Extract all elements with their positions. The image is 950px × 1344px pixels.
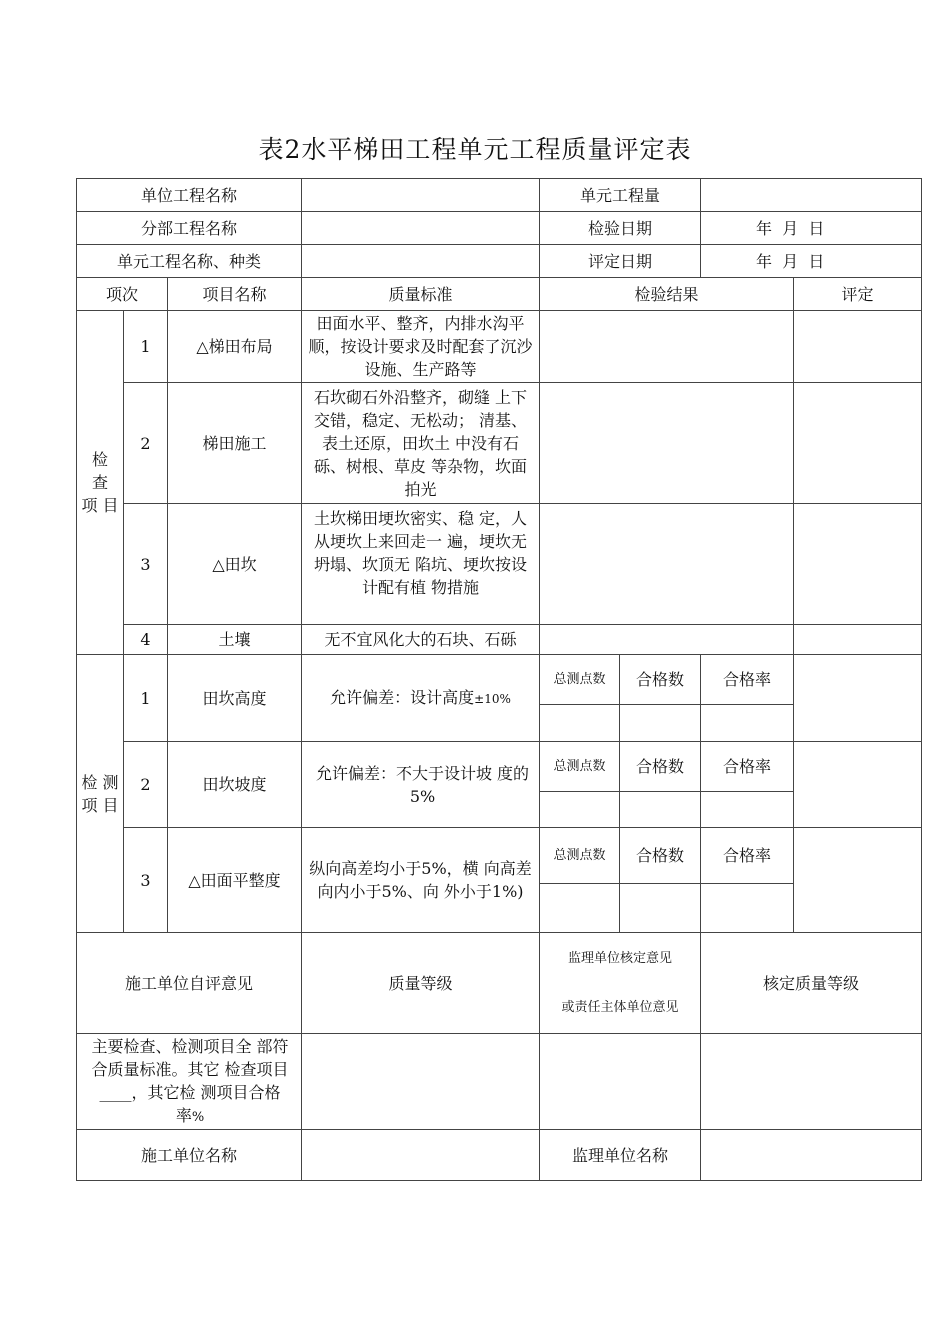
evaluation-cell[interactable]	[794, 625, 922, 655]
check-item-row	[77, 504, 922, 625]
item-name: △梯田布局	[168, 311, 302, 383]
contractor-name-label: 施工单位名称	[77, 1130, 302, 1181]
evaluation-date-field[interactable]	[701, 245, 922, 278]
qualified-count-field[interactable]	[620, 705, 701, 742]
total-points-field[interactable]	[540, 792, 620, 828]
total-points-header: 总测点数	[540, 742, 620, 792]
qualified-count-header: 合格数	[620, 828, 701, 884]
conclusion-row	[77, 1034, 922, 1130]
verified-quality-grade-field[interactable]	[701, 1034, 922, 1130]
item-name: △田坎	[168, 504, 302, 625]
total-points-header: 总测点数	[540, 655, 620, 705]
item-name: 土壤	[168, 625, 302, 655]
inspection-date-label: 检验日期	[540, 212, 701, 245]
opinions-row	[77, 933, 922, 1034]
quality-evaluation-table	[76, 178, 922, 1181]
evaluation-cell[interactable]	[794, 655, 922, 742]
total-points-header: 总测点数	[540, 828, 620, 884]
check-items-group-label: 检 查 项 目	[77, 311, 124, 655]
item-name: 梯田施工	[168, 383, 302, 504]
contractor-self-eval-label: 施工单位自评意见	[77, 933, 302, 1034]
quality-grade-label: 质量等级	[302, 933, 540, 1034]
item-no: 4	[124, 625, 168, 655]
measure-items-group-label: 检 测 项 目	[77, 655, 124, 933]
total-points-field[interactable]	[540, 884, 620, 933]
item-no: 3	[124, 504, 168, 625]
division-project-name-field[interactable]	[302, 212, 540, 245]
inspection-date-field[interactable]	[701, 212, 922, 245]
quality-grade-field[interactable]	[302, 1034, 540, 1130]
inspection-result-cell[interactable]	[540, 311, 794, 383]
evaluation-cell[interactable]	[794, 311, 922, 383]
pass-rate-header: 合格率	[701, 828, 794, 884]
column-inspection-result: 检验结果	[540, 278, 794, 311]
qualified-count-header: 合格数	[620, 742, 701, 792]
evaluation-date-label: 评定日期	[540, 245, 701, 278]
check-item-row	[77, 625, 922, 655]
pass-rate-field[interactable]	[701, 884, 794, 933]
supervisor-name-field[interactable]	[701, 1130, 922, 1181]
element-name-type-field[interactable]	[302, 245, 540, 278]
qualified-count-field[interactable]	[620, 884, 701, 933]
evaluation-cell[interactable]	[794, 828, 922, 933]
verified-quality-grade-label: 核定质量等级	[701, 933, 922, 1034]
quality-standard: 田面水平、整齐，内排水沟平顺，按设计要求及时配套了沉沙设施、生产路等	[302, 311, 540, 383]
measure-item-row	[77, 655, 922, 705]
item-no: 1	[124, 655, 168, 742]
column-header-row	[77, 278, 922, 311]
header-row-unit-project	[77, 179, 922, 212]
header-row-element-name	[77, 245, 922, 278]
item-name: 田坎坡度	[168, 742, 302, 828]
footer-row	[77, 1130, 922, 1181]
pass-rate-field[interactable]	[701, 792, 794, 828]
evaluation-cell[interactable]	[794, 742, 922, 828]
inspection-result-cell[interactable]	[540, 625, 794, 655]
column-item-name: 项目名称	[168, 278, 302, 311]
unit-quantity-label: 单元工程量	[540, 179, 701, 212]
check-item-row	[77, 311, 922, 383]
total-points-field[interactable]	[540, 705, 620, 742]
pass-rate-header: 合格率	[701, 655, 794, 705]
unit-quantity-field[interactable]	[701, 179, 922, 212]
contractor-name-field[interactable]	[302, 1130, 540, 1181]
column-quality-standard: 质量标准	[302, 278, 540, 311]
measure-item-row	[77, 742, 922, 792]
quality-standard: 无不宜风化大的石块、石砾	[302, 625, 540, 655]
quality-standard: 石坎砌石外沿整齐，砌缝 上下交错，稳定、无松动； 清基、表土还原，田坎土 中没有石砾、树根、草皮 等杂物，坎面拍光	[302, 383, 540, 504]
header-row-division-project	[77, 212, 922, 245]
page-title: 表2水平梯田工程单元工程质量评定表	[258, 135, 692, 164]
element-name-type-label: 单元工程名称、种类	[77, 245, 302, 278]
item-no: 3	[124, 828, 168, 933]
quality-standard: 允许偏差：不大于设计坡 度的5%	[302, 742, 540, 828]
supervisor-name-label: 监理单位名称	[540, 1130, 701, 1181]
evaluation-cell[interactable]	[794, 383, 922, 504]
item-no: 1	[124, 311, 168, 383]
item-no: 2	[124, 383, 168, 504]
item-name: 田坎高度	[168, 655, 302, 742]
quality-standard: 允许偏差：设计高度±10%	[302, 655, 540, 742]
contractor-conclusion-text: 主要检查、检测项目全 部符合质量标准。其它 检查项目____，其它检 测项目合格率%	[77, 1034, 302, 1130]
inspection-date-value: 年 月 日	[756, 218, 825, 238]
measure-item-row	[77, 828, 922, 884]
division-project-name-label: 分部工程名称	[77, 212, 302, 245]
quality-standard: 纵向高差均小于5%，横 向高差向内小于5%、向 外小于1%)	[302, 828, 540, 933]
unit-project-name-label: 单位工程名称	[77, 179, 302, 212]
supervisor-opinion-label: 监理单位核定意见 或责任主体单位意见	[540, 933, 701, 1034]
inspection-result-cell[interactable]	[540, 383, 794, 504]
evaluation-date-value: 年 月 日	[756, 251, 825, 271]
column-evaluation: 评定	[794, 278, 922, 311]
supervisor-opinion-field[interactable]	[540, 1034, 701, 1130]
column-item-no: 项次	[77, 278, 168, 311]
unit-project-name-field[interactable]	[302, 179, 540, 212]
pass-rate-header: 合格率	[701, 742, 794, 792]
item-name: △田面平整度	[168, 828, 302, 933]
qualified-count-header: 合格数	[620, 655, 701, 705]
inspection-result-cell[interactable]	[540, 504, 794, 625]
qualified-count-field[interactable]	[620, 792, 701, 828]
quality-standard: 土坎梯田埂坎密实、稳 定，人从埂坎上来回走一 遍，埂坎无坍塌、坎顶无 陷坑、埂坎按设计配有植 物措施	[302, 504, 540, 625]
evaluation-cell[interactable]	[794, 504, 922, 625]
item-no: 2	[124, 742, 168, 828]
check-item-row	[77, 383, 922, 504]
pass-rate-field[interactable]	[701, 705, 794, 742]
